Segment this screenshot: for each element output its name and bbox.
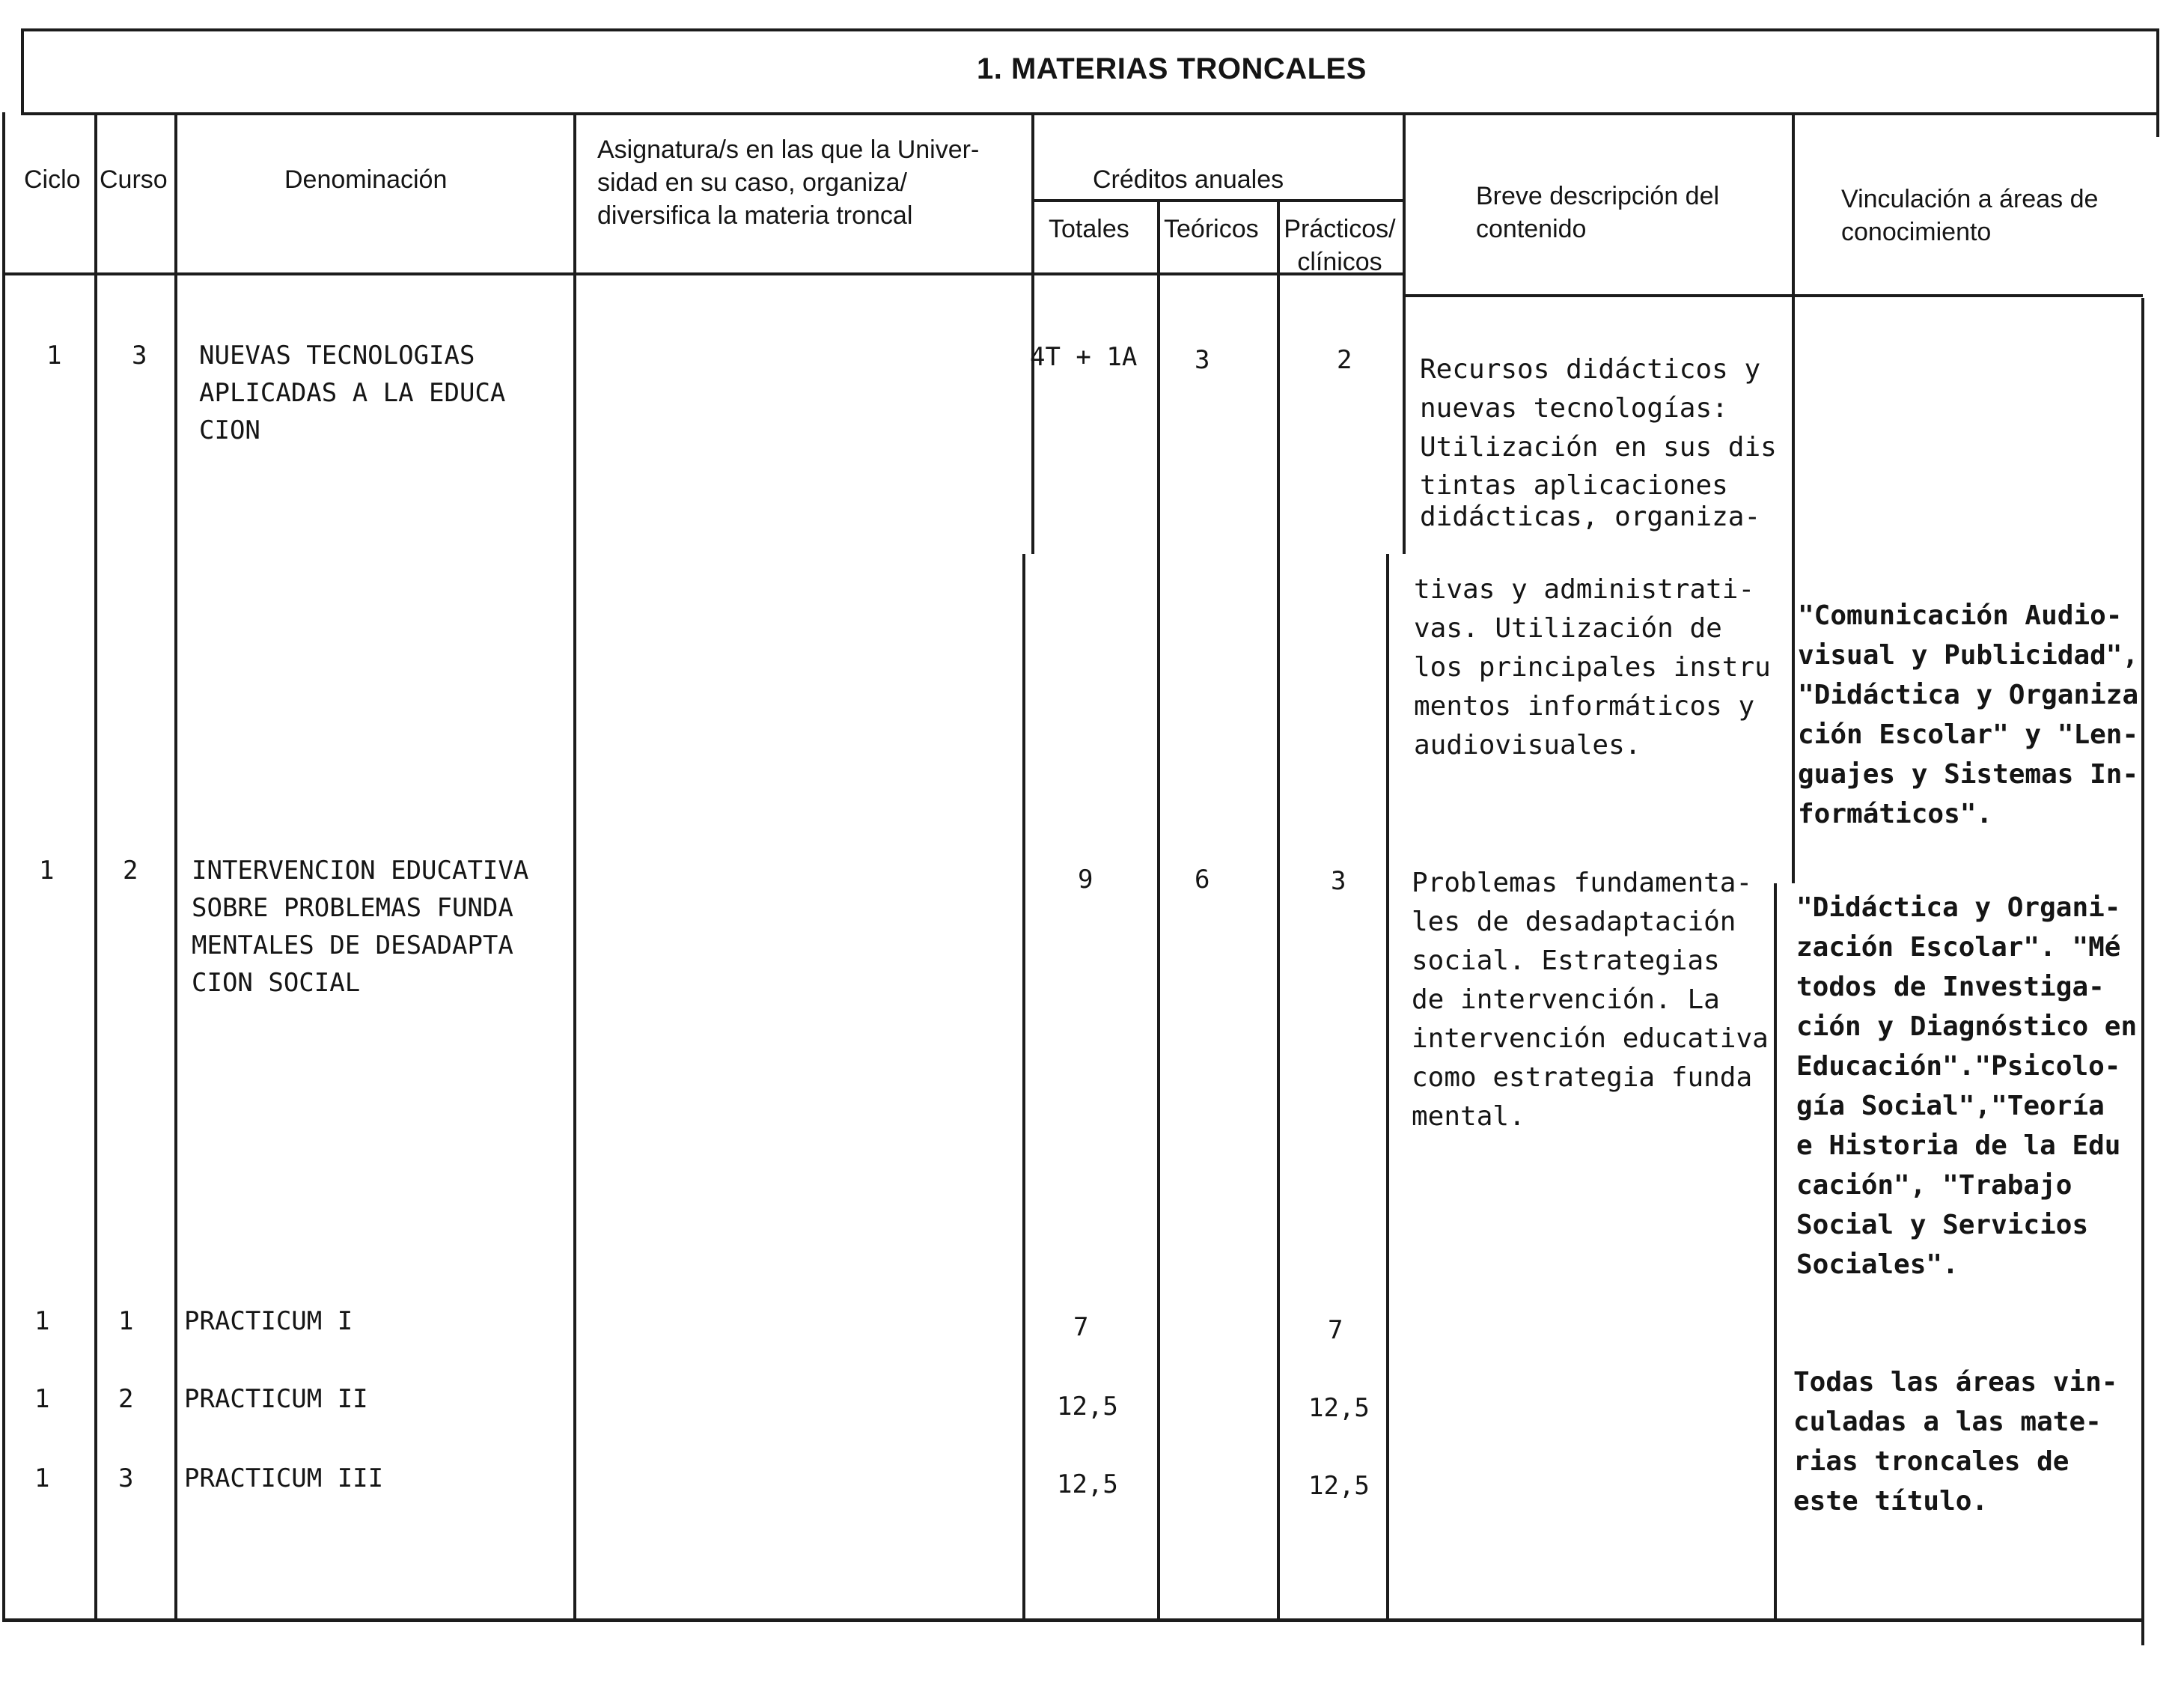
header-bottom-line: [2, 272, 1406, 275]
cell-ciclo: 1: [39, 856, 55, 886]
cell-curso: 1: [118, 1306, 134, 1336]
cell-totales: 4T + 1A: [1030, 342, 1138, 372]
creditos-subheader-line: [1031, 199, 1406, 202]
cell-ciclo: 1: [34, 1306, 50, 1336]
col-divider-curso: [174, 112, 177, 1621]
cell-practicos: 7: [1328, 1315, 1343, 1345]
cell-totales: 12,5: [1057, 1469, 1118, 1499]
cell-descripcion: Problemas fundamenta- les de desadaptación social. Estrategias de intervención. La intervención educativa como estrategia funda mental.: [1412, 868, 1769, 1132]
header-denominacion: Denominación: [284, 165, 448, 194]
col-divider-creditos-lower: [1386, 554, 1389, 1621]
header-asignatura: Asignatura/s en las que la Univer- sidad en su caso, organiza/ diversifica la materia troncal: [597, 135, 980, 230]
header-vinculacion: Vinculación a áreas de conocimiento: [1841, 185, 2099, 246]
title-separator: [21, 112, 2158, 115]
cell-vinculacion: "Didáctica y Organi- zación Escolar". "Mé todos de Investiga- ción y Diagnóstico en Educación"."Psicolo- gía Social","Teoría e Historia de la Edu cación", "Trabajo Social y Servicios Sociales".: [1796, 892, 2138, 1280]
cell-curso: 3: [118, 1463, 134, 1493]
col-divider-asignatura: [1031, 112, 1034, 554]
cell-denominacion: INTERVENCION EDUCATIVA SOBRE PROBLEMAS FUNDA MENTALES DE DESADAPTA CION SOCIAL: [192, 856, 529, 998]
cell-denominacion: PRACTICUM I: [184, 1306, 353, 1336]
cell-curso: 3: [132, 341, 147, 371]
header-creditos-anuales: Créditos anuales: [1093, 165, 1284, 194]
cell-practicos: 12,5: [1308, 1471, 1370, 1501]
col-divider-totales: [1157, 199, 1160, 1621]
cell-totales: 12,5: [1057, 1392, 1118, 1422]
table-bottom-border: [2, 1618, 2143, 1622]
col-divider-ciclo: [94, 112, 97, 1621]
cell-descripcion-part3: tivas y administrati- vas. Utilización de los principales instru mentos informáticos y audiovisuales.: [1414, 574, 1771, 761]
table-top-border: [21, 28, 2158, 31]
col-divider-denominacion: [573, 112, 576, 1621]
cell-ciclo: 1: [34, 1463, 50, 1493]
cell-ciclo: 1: [46, 341, 62, 371]
table-left-border: [21, 28, 24, 115]
cell-denominacion: PRACTICUM II: [184, 1384, 368, 1414]
cell-practicos: 3: [1331, 866, 1346, 896]
header-ciclo: Ciclo: [24, 165, 81, 194]
cell-curso: 2: [123, 856, 138, 886]
cell-practicos: 12,5: [1308, 1393, 1370, 1423]
table-title: 1. MATERIAS TRONCALES: [977, 52, 1367, 85]
col-divider-asignatura-lower: [1022, 554, 1025, 1621]
col-divider-creditos: [1403, 112, 1406, 554]
cell-totales: 9: [1078, 865, 1093, 895]
header-bottom-line-right: [1403, 294, 2143, 297]
header-practicos: Prácticos/ clínicos: [1284, 215, 1396, 276]
cell-teoricos: 6: [1195, 865, 1210, 895]
col-divider-teoricos: [1277, 199, 1280, 1621]
cell-practicos: 2: [1337, 345, 1352, 375]
practicum-vinculacion: Todas las áreas vin- culadas a las mate- rias troncales de este título.: [1793, 1367, 2118, 1517]
cell-ciclo: 1: [34, 1384, 50, 1414]
header-totales: Totales: [1049, 215, 1129, 243]
table-right-border-lower: [2141, 298, 2144, 1645]
header-curso: Curso: [100, 165, 168, 194]
cell-teoricos: 3: [1195, 345, 1210, 375]
table-left-border-lower: [2, 112, 5, 1621]
cell-descripcion-part1: Recursos didácticos y nuevas tecnologías: Utilización en sus dis: [1420, 354, 1777, 463]
header-descripcion: Breve descripción del contenido: [1476, 182, 1720, 243]
cell-totales: 7: [1073, 1312, 1089, 1342]
cell-denominacion: NUEVAS TECNOLOGIAS APLICADAS A LA EDUCA CION: [199, 341, 506, 445]
col-divider-descripcion-lower: [1774, 883, 1777, 1621]
cell-denominacion: PRACTICUM III: [184, 1463, 384, 1493]
cell-curso: 2: [118, 1384, 134, 1414]
cell-vinculacion: "Comunicación Audio- visual y Publicidad", "Didáctica y Organiza ción Escolar" y "Len- guajes y Sistemas In- formáticos".: [1798, 600, 2139, 829]
header-teoricos: Teóricos: [1164, 215, 1259, 243]
col-divider-descripcion: [1792, 112, 1795, 883]
cell-descripcion-part2: tintas aplicaciones didácticas, organiza-: [1420, 470, 1761, 532]
table-right-border: [2156, 28, 2159, 137]
